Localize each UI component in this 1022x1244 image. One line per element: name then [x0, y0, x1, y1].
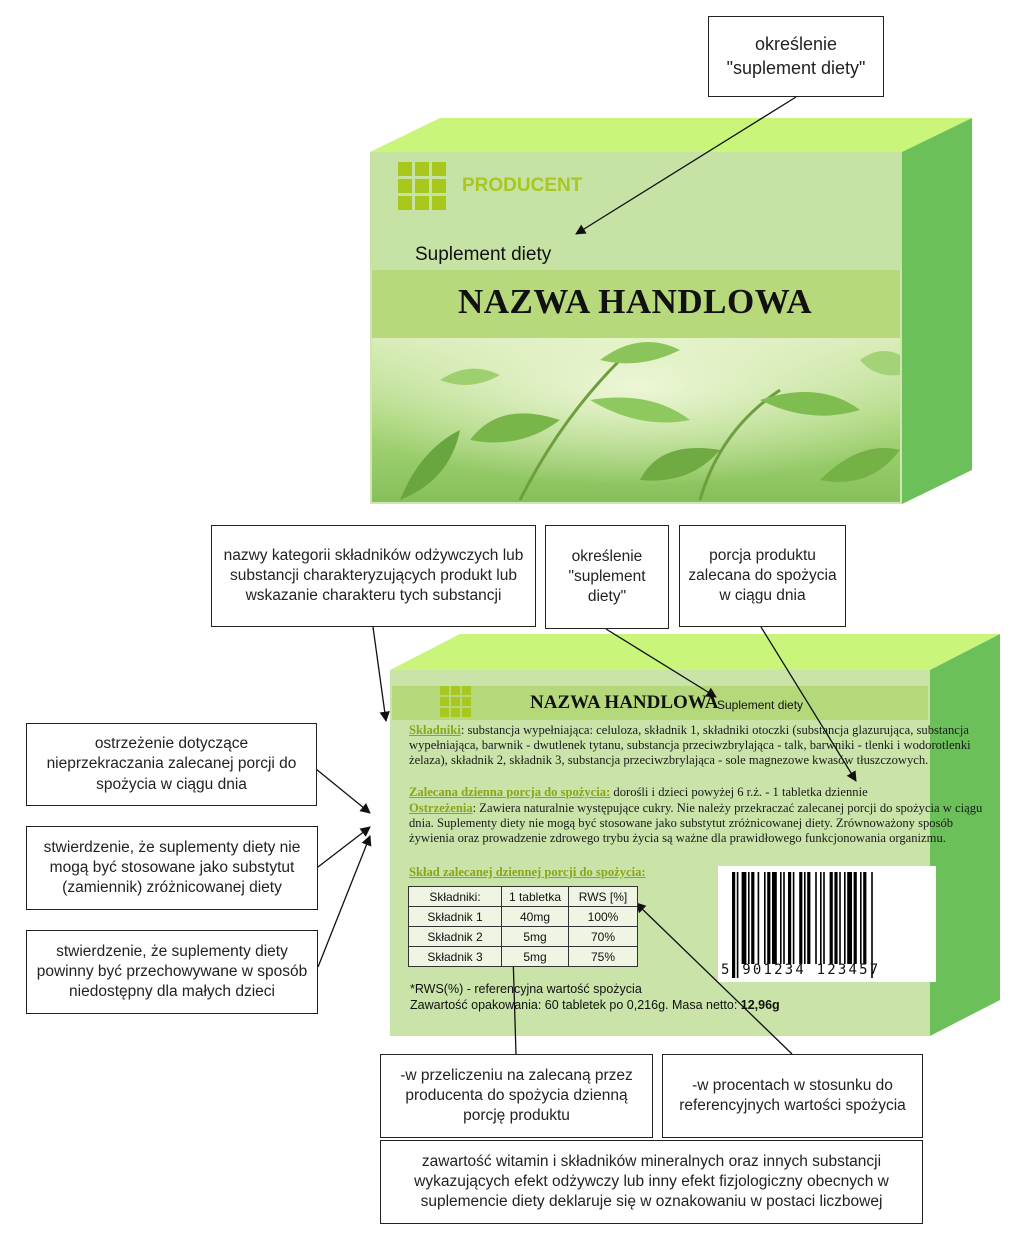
front-box-top-face — [370, 118, 972, 152]
back-trade-name: NAZWA HANDLOWA — [530, 692, 719, 713]
callout-percent-reference: -w procentach w stosunku do referencyjnych wartości spożycia — [662, 1054, 923, 1138]
table-row — [409, 927, 638, 947]
warnings-paragraph — [409, 801, 984, 846]
ingredients-label: Składniki — [409, 723, 461, 737]
table-row — [409, 907, 638, 927]
callout-warning-dose: ostrzeżenie dotyczące nieprzekraczania zalecanej porcji do spożycia w ciągu dnia — [26, 723, 317, 806]
barcode-bar — [758, 872, 760, 964]
barcode-bar — [751, 872, 754, 964]
callout-portion: porcja produktu zalecana do spożycia w ciągu dnia — [679, 525, 846, 627]
ingredients-text: : substancja wypełniająca: celuloza, składnik 1, składniki otoczki (substancja glazurująca, substancja wypełniająca, barwnik - dwutlenek tytanu, substancja przeciwzbrylająca - talk, barwniki - tlenki i wodorotlenki żelaza), składnik 2, składnik 3, substancja przeciwzbrylająca - sole magnezowe kwasów tłuszczowych. — [409, 723, 971, 767]
barcode-bar — [863, 872, 866, 964]
net-weight: 12,96g — [740, 998, 780, 1012]
warnings-text: : Zawiera naturalnie występujące cukry. Nie należy przekraczać zalecanej porcji do spożycia w ciągu dnia. Suplementy diety nie mogą być stosowane jako substytut zróżnicowanej diety. Zrównoważony sposób żywienia oraz prowadzenie zdrowego trybu życia są ważne dla prawidłowego funkcjonowania organizmu. — [409, 801, 983, 845]
table-cell: 5mg — [502, 927, 569, 947]
barcode-bar — [839, 872, 841, 964]
composition-paragraph — [409, 865, 984, 880]
table-cell: Składnik 1 — [409, 907, 502, 927]
barcode-bar — [823, 872, 825, 964]
barcode-bar — [772, 872, 777, 964]
barcode-bar — [815, 872, 817, 964]
front-box-side-face — [902, 118, 972, 504]
barcode-bar — [834, 872, 837, 964]
barcode-bar — [788, 872, 791, 964]
ingredients-paragraph — [409, 723, 984, 768]
table-header-cell: 1 tabletka — [502, 887, 569, 907]
callout-supplement-back: określenie "suplement diety" — [545, 525, 669, 629]
front-producer-name: PRODUCENT — [462, 175, 583, 196]
table-cell: 40mg — [502, 907, 569, 927]
dose-label: Zalecana dzienna porcja do spożycia: — [409, 785, 611, 799]
package-content — [410, 998, 780, 1012]
rws-note: *RWS(%) - referencyjna wartość spożycia — [410, 982, 642, 996]
barcode-digits: 5 901234 123457 — [721, 962, 881, 978]
barcode-bar — [854, 872, 857, 964]
table-cell: 70% — [569, 927, 638, 947]
barcode-bar — [799, 872, 802, 964]
barcode-bar — [767, 872, 770, 964]
barcode-bar — [807, 872, 810, 964]
composition-label: Skład zalecanej dziennej porcji do spożycia: — [409, 865, 646, 879]
table-cell: 5mg — [502, 947, 569, 967]
barcode-bar — [860, 872, 862, 964]
callout-not-substitute: stwierdzenie, że suplementy diety nie mogą być stosowane jako substytut (zamiennik) zróżnicowanej diety — [26, 826, 318, 910]
producer-logo-icon — [398, 162, 446, 210]
callout-content-vitamins: zawartość witamin i składników mineralnych oraz innych substancji wykazujących efekt odżywczy lub inny efekt fizjologiczny obecnych w suplemencie diety deklaruje się w oznakowaniu w postaci liczbowej — [380, 1140, 923, 1224]
table-cell: 100% — [569, 907, 638, 927]
front-trade-name: NAZWA HANDLOWA — [458, 282, 813, 321]
barcode-bar — [820, 872, 822, 964]
barcode-bar — [780, 872, 782, 964]
barcode-bar — [847, 872, 852, 964]
back-logo-icon — [440, 686, 471, 717]
table-header-row — [409, 887, 638, 907]
table-cell: 75% — [569, 947, 638, 967]
barcode-bar — [793, 872, 795, 964]
tea-leaves-image — [372, 338, 900, 502]
barcode-bar — [764, 872, 766, 964]
dose-text: dorośli i dzieci powyżej 6 r.ż. - 1 tabletka dziennie — [610, 785, 868, 799]
callout-top-supplement: określenie "suplement diety" — [708, 16, 884, 97]
table-cell: Składnik 2 — [409, 927, 502, 947]
table-header-cell: Składniki: — [409, 887, 502, 907]
package-text: Zawartość opakowania: 60 tabletek po 0,216g. Masa netto: — [410, 998, 741, 1012]
warnings-label: Ostrzeżenia — [409, 801, 473, 815]
table-header-cell: RWS [%] — [569, 887, 638, 907]
table-row — [409, 947, 638, 967]
dose-paragraph — [409, 785, 984, 800]
callout-categories: nazwy kategorii składników odżywczych lub substancji charakteryzujących produkt lub wskazanie charakteru tych substancji — [211, 525, 536, 627]
back-supplement-label: Suplement diety — [717, 698, 804, 712]
callout-per-portion: -w przeliczeniu na zalecaną przez producenta do spożycia dzienną porcję produktu — [380, 1054, 653, 1138]
barcode-bar — [844, 872, 846, 964]
table-cell: Składnik 3 — [409, 947, 502, 967]
barcode-bar — [804, 872, 806, 964]
front-supplement-label: Suplement diety — [415, 244, 552, 265]
callout-children: stwierdzenie, że suplementy diety powinny być przechowywane w sposób niedostępny dla małych dzieci — [26, 930, 318, 1014]
barcode-bar — [748, 872, 750, 964]
ingredients-table — [408, 886, 638, 967]
back-box-top-face — [390, 634, 1000, 670]
barcode-bar — [783, 872, 785, 964]
barcode-bar — [830, 872, 833, 964]
barcode-bar — [742, 872, 747, 964]
